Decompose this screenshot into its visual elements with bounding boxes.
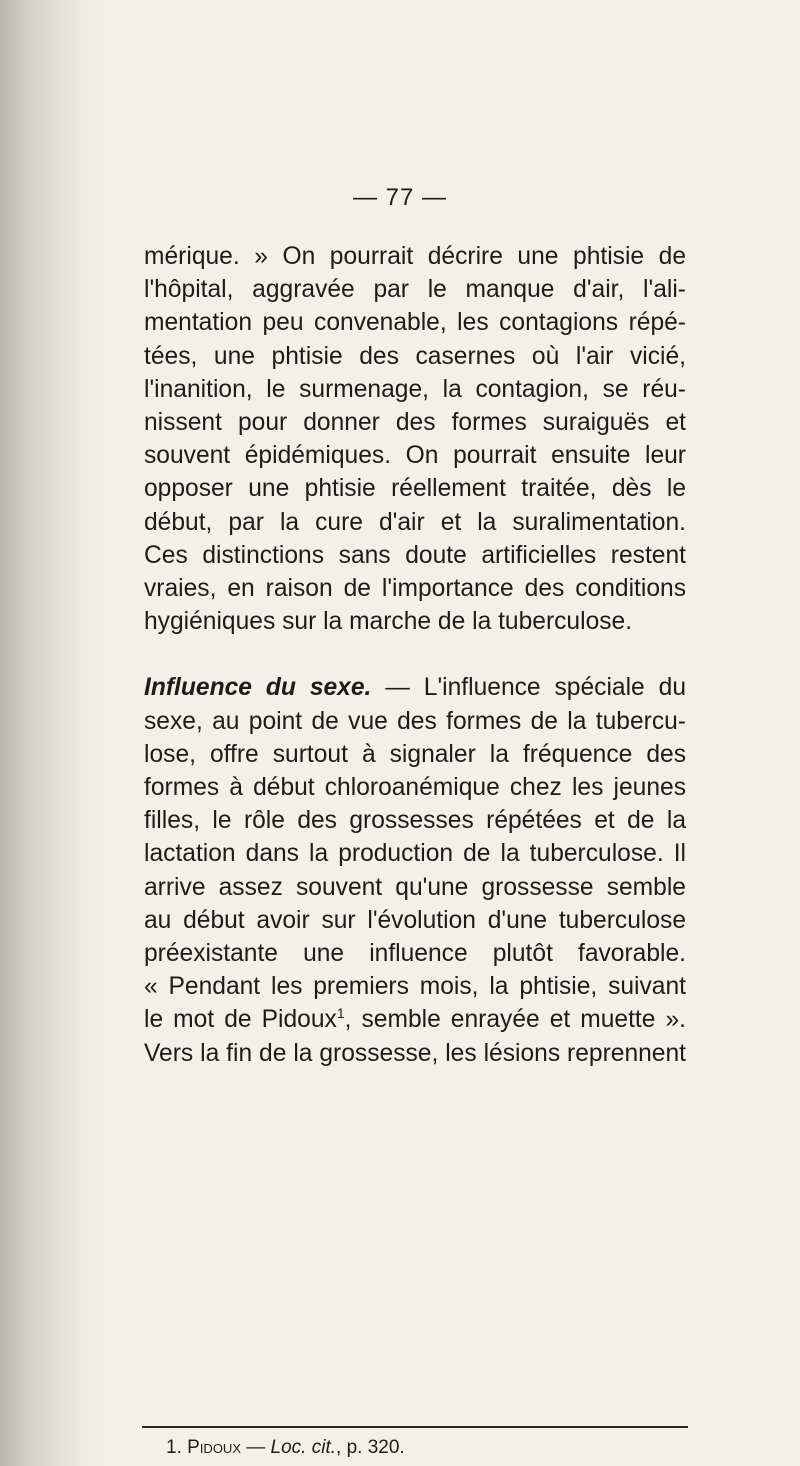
text-line: Ces distinctions sans doute artificielles restent	[144, 541, 686, 569]
text-line: filles, le rôle des grossesses répétées et de la	[144, 807, 686, 835]
pidoux-line	[144, 1003, 686, 1036]
text-line: arrive assez souvent qu'une grossesse semble	[144, 873, 686, 901]
text-line: « Pendant les premiers mois, la phtisie, suivant	[144, 973, 686, 1001]
text-line: sexe, au point de vue des formes de la tubercu-	[144, 707, 686, 735]
body-text	[144, 240, 686, 1070]
text-line: au début avoir sur l'évolution d'une tuberculose	[144, 906, 686, 934]
paragraph-hospital-phtisis	[144, 240, 686, 638]
page-number: — 77 —	[352, 184, 448, 211]
text-line: mentation peu convenable, les contagions répé-	[144, 309, 686, 337]
footnote-dash: —	[240, 1437, 271, 1458]
section-heading: Influence du sexe.	[144, 674, 372, 702]
footnote	[166, 1437, 405, 1459]
text-line: préexistante une influence plutôt favorable.	[144, 940, 686, 968]
text-line: mérique. » On pourrait décrire une phtisie de	[144, 243, 686, 270]
text-line: lactation dans la production de la tuberculose. Il	[144, 840, 686, 868]
paragraph-gap	[144, 638, 686, 671]
text-line: l'hôpital, aggravée par le manque d'air, l'ali-	[144, 276, 686, 304]
paragraph-influence-du-sexe	[144, 671, 686, 1069]
text-line: vraies, en raison de l'importance des conditions	[144, 575, 686, 603]
text-line: opposer une phtisie réellement traitée, dès le	[144, 475, 686, 503]
text-line: l'inanition, le surmenage, la contagion, se réu-	[144, 375, 686, 403]
text-line: nissent pour donner des formes suraiguës et	[144, 409, 686, 437]
heading-rest: — L'influence spéciale du	[371, 674, 687, 702]
text-line: formes à début chloroanémique chez les jeunes	[144, 774, 686, 802]
text-fragment: le mot de Pidoux	[144, 1006, 337, 1034]
footnote-author: Pidoux	[187, 1437, 241, 1458]
text-fragment: , semble enrayée et muette ».	[344, 1006, 686, 1034]
footnote-divider	[142, 1426, 688, 1428]
footnote-reference: Loc. cit.	[270, 1437, 337, 1458]
text-line: hygiéniques sur la marche de la tuberculose.	[144, 608, 633, 636]
text-line: tées, une phtisie des casernes où l'air vicié,	[144, 342, 686, 370]
text-line: souvent épidémiques. On pourrait ensuite leur	[144, 442, 686, 470]
text-line: lose, offre surtout à signaler la fréquence des	[144, 740, 686, 768]
heading-line	[144, 671, 686, 704]
text-line: début, par la cure d'air et la suralimentation.	[144, 508, 686, 536]
text-line: Vers la fin de la grossesse, les lésions reprennent	[144, 1039, 686, 1067]
page-edge-shadow	[0, 0, 110, 1466]
footnote-page: , p. 320.	[336, 1437, 405, 1458]
footnote-marker[interactable]: 1	[336, 1005, 345, 1022]
footnote-number: 1.	[166, 1437, 182, 1458]
